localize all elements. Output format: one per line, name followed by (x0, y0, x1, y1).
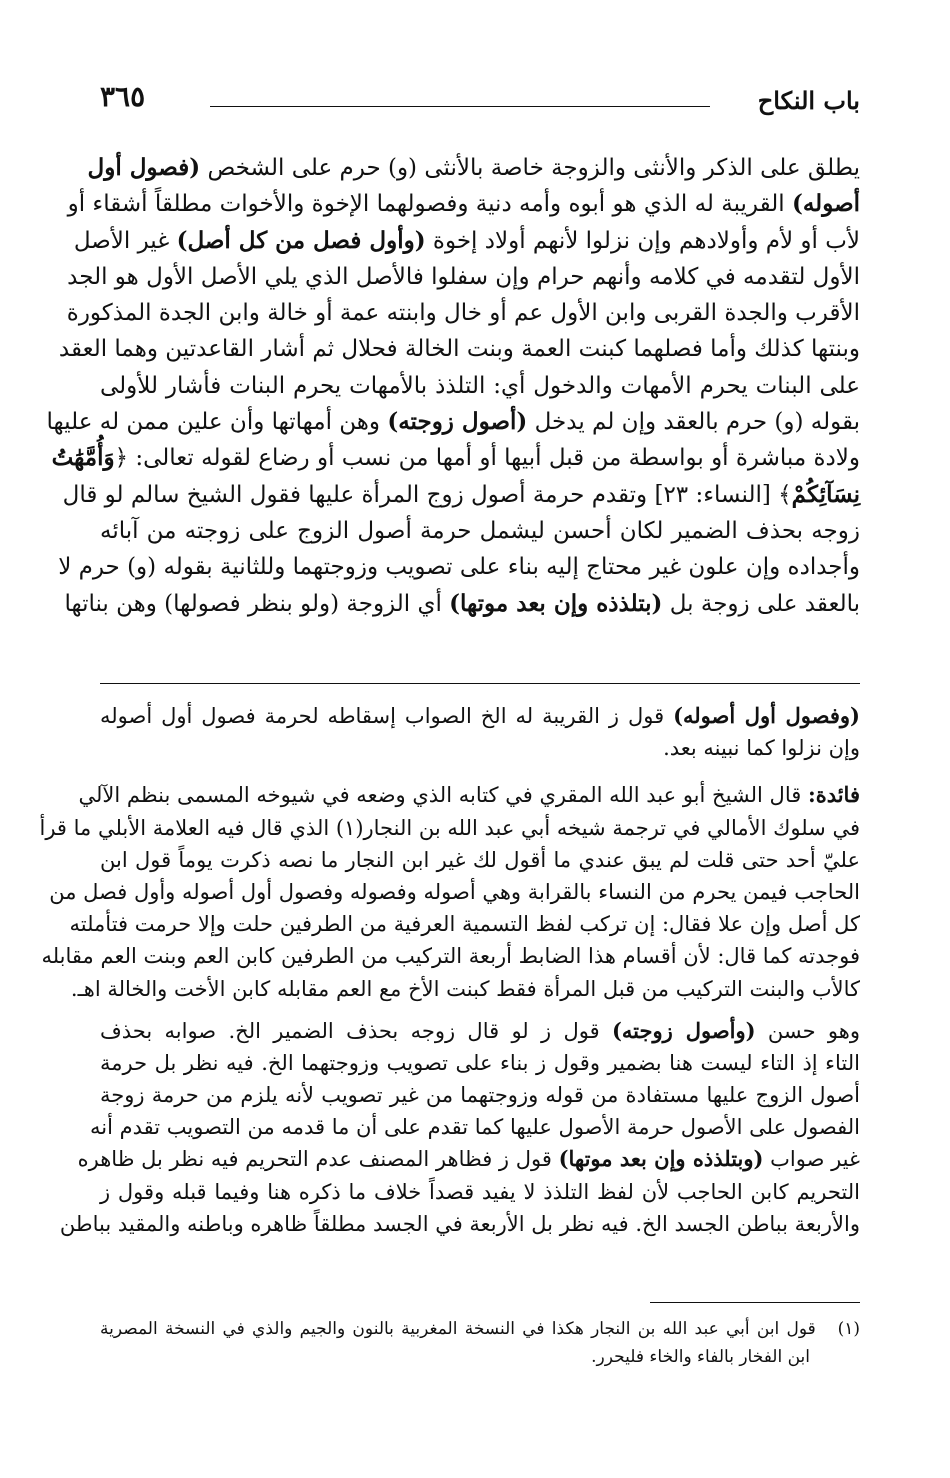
commentary-line: (وفصول أول أصوله) قول ز القريبة له الخ الصواب إسقاطه لحرمة فصول أول أصوله (100, 703, 860, 728)
main-line: وبنتها كذلك وأما فصلهما كبنت العمة وبنت الخالة فحلال ثم أشار القاعدتين وهما العقد (58, 336, 860, 363)
commentary-line: غير صواب (وبتلذذه وإن بعد موتها) قول ز فظاهر المصنف عدم التحريم فيه نظر بل ظاهره (77, 1146, 860, 1172)
commentary-line: التحريم كابن الحاجب لأن لفظ التلذذ لا يفيد قصداً خلاف ما ذكره هنا وفيما قبله وقول ز (100, 1179, 860, 1204)
commentary (39, 700, 860, 1240)
commentary-paragraph (39, 779, 860, 1004)
main-line: الأول لتقدمه في كلامه وأنهم حرام وإن سفلوا فالأصل الذي يلي الأصل الأول هو الجد (67, 263, 860, 290)
footnote-line: ابن الفخار بالفاء والخاء فليحرر. (591, 1347, 810, 1367)
footnote (100, 1315, 860, 1371)
footnote-line: (١) قول ابن أبي عبد الله بن النجار هكذا في النسخة المغربية بالنون والجيم والذي في النسخة المصرية (100, 1319, 860, 1339)
commentary-line: والأربعة بباطن الجسد الخ. فيه نظر بل الأربعة في الجسد مطلقاً ظاهره وباطنه والمقيد بباطن (59, 1211, 860, 1236)
main-line: زوجه بحذف الضمير لكان أحسن ليشمل حرمة أصول الزوج على زوجته من آبائه (100, 517, 860, 544)
main-line: الأقرب والجدة القربى وابن الأول عم أو خال وابنته عمة أو خالة وابن الجدة المذكورة (66, 300, 860, 327)
main-line: بالعقد على زوجة بل (بتلذذه وإن بعد موتها) أي الزوجة (ولو بنظر فصولها) وهن بناتها (64, 589, 860, 617)
commentary-paragraph (59, 1015, 860, 1240)
commentary-line: أصول الزوج عليها مستفادة من قوله وزوجتهما من غير تصويب لأنه يلزم من حرمة زوجة (100, 1083, 860, 1108)
commentary-line: الفصول على الأصول حرمة الأصول عليها كما تقدم على أن ما قدمه من التصويب تقدم أنه (89, 1115, 860, 1140)
main-line: لأب أو لأم وأولادهم وإن نزلوا لأنهم أولاد إخوة (وأول فصل من كل أصل) غير الأصل (73, 226, 860, 254)
page-header (100, 80, 860, 120)
page-number: ٣٦٥ (100, 80, 146, 113)
commentary-line: الحاجب فيمن يحرم من النساء بالقرابة وهي أصوله وفصوله وفصول أول أصوله وأول فصل من (49, 879, 860, 904)
chapter-title: باب النكاح (757, 86, 860, 115)
main-line: وأجداده وإن علون غير محتاج إليه بناء على تصويب وزوجتهما وللثانية بقوله (و) حرم لا (58, 554, 860, 581)
commentary-line: كل أصل وإن علا فقال: إن تركب لفظ التسمية العرفية من الطرفين حلت وإلا حرمت فتأملته (69, 912, 860, 937)
commentary-line: وإن نزلوا كما نبينه بعد. (663, 736, 860, 761)
footnote-marker: (١) (837, 1319, 860, 1339)
main-line: ولادة مباشرة أو بواسطة من قبل أبيها أو أمها من نسب أو رضاع لقوله تعالى: ﴿وَأُمَّهَٰتُ (51, 444, 860, 472)
main-line: على البنات يحرم الأمهات والدخول أي: التلذذ بالأمهات يحرم البنات فأشار للأولى (100, 372, 860, 399)
commentary-paragraph (100, 700, 860, 764)
main-line: أصوله) القريبة له الذي هو أبوه وأمه دنية وفصولهما الإخوة والأخوات مطلقاً أشقاء أو (67, 190, 860, 218)
commentary-separator (100, 683, 860, 684)
footnote-separator (650, 1302, 860, 1303)
main-line: نِسَآئِكُمْ﴾ [النساء: ٢٣] وتقدم حرمة أصول زوج المرأة عليها فقول الشيخ سالم لو قال (62, 480, 860, 508)
commentary-line: وهو حسن (وأصول زوجته) قول ز لو قال زوجه بحذف الضمير الخ. صوابه بحذف (100, 1017, 860, 1043)
commentary-line: في سلوك الأمالي في ترجمة شيخه أبي عبد الله بن النجار(١) الذي قال فيه العلامة الأبلي ما قرأ (39, 815, 860, 840)
main-text (46, 150, 860, 622)
main-line: يطلق على الذكر والأنثى والزوجة خاصة بالأنثى (و) حرم على الشخص (فصول أول (87, 154, 860, 181)
commentary-line: التاء إذ التاء ليست هنا بضمير وقول ز بناء على تصويب وزوجتهما الخ. فيه نظر بل حرمة (100, 1050, 860, 1075)
commentary-line: فائدة: قال الشيخ أبو عبد الله المقري في كتابه الذي وضعه في شيوخه المسمى بنظم الآلي (78, 782, 860, 808)
main-line: بقوله (و) حرم بالعقد وإن لم يدخل (أصول زوجته) وهن أمهاتها وأن علين ممن له عليها (46, 408, 860, 436)
header-rule (210, 106, 710, 107)
commentary-line: فوجدته كما قال: لأن أقسام هذا الضابط أربعة التركيب من الطرفين كابن العم وبنت العم مقابله (41, 944, 860, 969)
commentary-line: عليّ أحد حتى قلت لم يبق عندي ما أقول لك غير ابن النجار ما نصه ذكرت يوماً قول ابن (100, 847, 860, 872)
commentary-line: كالأب والبنت التركيب من قبل المرأة فقط كبنت الأخ مع العم مقابله كابن الأخت والخالة اهـ. (70, 976, 860, 1001)
